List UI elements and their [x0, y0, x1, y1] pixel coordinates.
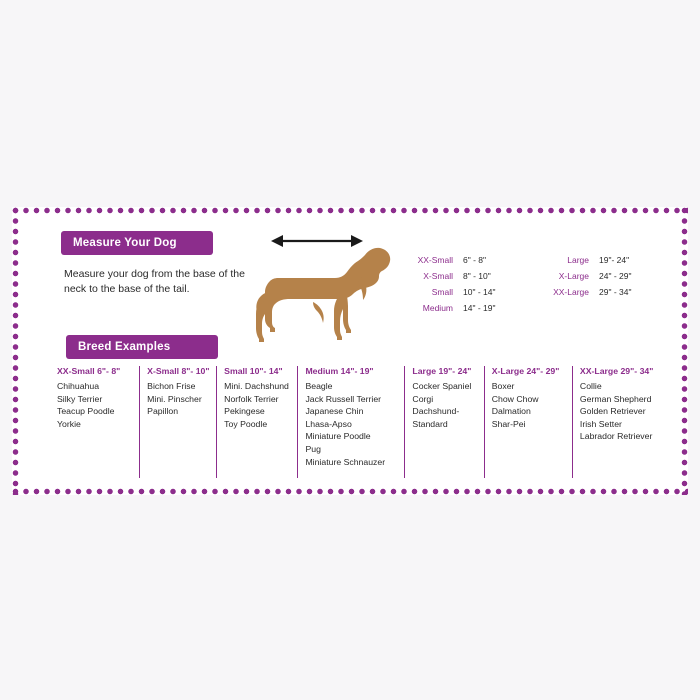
- size-row: [543, 252, 653, 268]
- breed-examples-heading: Breed Examples: [66, 335, 218, 359]
- breed-name: Pug: [305, 443, 321, 454]
- breed-name: Jack Russell Terrier: [305, 393, 382, 404]
- size-row: [407, 284, 517, 300]
- breed-name: Lhasa-Apso: [305, 418, 352, 429]
- breed-column: [297, 366, 404, 478]
- breed-name: Dalmation: [491, 406, 531, 417]
- dotted-border-top: [12, 207, 688, 214]
- breed-name: Toy Poodle: [224, 418, 268, 429]
- breed-column: [484, 366, 572, 478]
- breed-name: Standard: [412, 418, 448, 429]
- breed-column-title: X-Large 24"- 29": [491, 366, 560, 376]
- size-row: [407, 300, 517, 316]
- breed-name: Irish Setter: [579, 418, 622, 429]
- size-value: 29" - 34": [599, 287, 632, 297]
- breed-name: Corgi: [412, 393, 434, 404]
- breed-name: Chihuahua: [57, 381, 100, 391]
- size-table-left: [407, 252, 517, 316]
- breed-column-title: XX-Large 29"- 34": [579, 366, 654, 376]
- breed-name: Miniature Poodle: [305, 431, 371, 442]
- size-row: [543, 284, 653, 300]
- size-value: 14" - 19": [463, 303, 496, 313]
- size-label: Medium: [422, 303, 453, 313]
- size-value: 10" - 14": [463, 287, 496, 297]
- breed-name: Miniature Schnauzer: [305, 456, 386, 467]
- size-label: XX-Small: [417, 255, 453, 265]
- dotted-border-bottom: [12, 488, 688, 495]
- breed-name: Labrador Retriever: [579, 431, 653, 442]
- size-value: 19"- 24": [599, 255, 630, 265]
- dotted-border-left: [12, 207, 19, 495]
- breed-name: Teacup Poodle: [57, 406, 115, 417]
- breed-name: Collie: [579, 381, 602, 391]
- breed-column: [139, 366, 216, 478]
- breed-column-title: X-Small 8"- 10": [147, 366, 210, 376]
- breed-name: Norfolk Terrier: [224, 393, 279, 404]
- breed-name: Yorkie: [57, 418, 81, 429]
- breed-column-title: Medium 14"- 19": [305, 366, 374, 376]
- breed-name: Boxer: [491, 381, 515, 391]
- breed-name: Cocker Spaniel: [412, 381, 472, 391]
- breed-column: [216, 366, 297, 478]
- measure-instructions: Measure your dog from the base of the neck to the base of the tail.: [64, 268, 245, 295]
- breed-column-title: XX-Small 6"- 8": [57, 366, 121, 376]
- breed-name: Papillon: [147, 406, 179, 417]
- size-value: 24" - 29": [599, 271, 632, 281]
- breed-name: Mini. Pinscher: [147, 393, 202, 404]
- size-row: [407, 268, 517, 284]
- breed-column-title: Small 10"- 14": [224, 366, 283, 376]
- breed-column-title: Large 19"- 24": [412, 366, 472, 376]
- breed-name: Bichon Frise: [147, 381, 196, 391]
- size-label: Small: [431, 287, 453, 297]
- breed-column: [404, 366, 483, 478]
- size-row: [407, 252, 517, 268]
- breed-examples-grid: [57, 366, 671, 478]
- breed-name: Shar-Pei: [491, 418, 526, 429]
- breed-name: Beagle: [305, 381, 333, 391]
- size-label: XX-Large: [553, 287, 589, 297]
- breed-name: Japanese Chin: [305, 406, 364, 417]
- size-label: X-Small: [423, 271, 453, 281]
- dog-size-chart: [12, 207, 688, 495]
- size-table-right: [543, 252, 653, 300]
- measure-your-dog-heading: Measure Your Dog: [61, 231, 213, 255]
- size-label: X-Large: [558, 271, 589, 281]
- breed-name: German Shepherd: [579, 393, 652, 404]
- double-arrow-icon: [271, 235, 363, 247]
- chart-inner: [21, 216, 679, 486]
- breed-column: [57, 366, 139, 478]
- breed-name: Golden Retriever: [579, 406, 646, 417]
- dotted-border-right: [681, 207, 688, 495]
- breed-name: Chow Chow: [491, 393, 539, 404]
- size-row: [543, 268, 653, 284]
- size-label: Large: [567, 255, 589, 265]
- size-value: 6" - 8": [463, 255, 487, 265]
- dog-silhouette-icon: [253, 230, 393, 345]
- breed-column: [572, 366, 671, 478]
- breed-name: Dachshund-: [412, 406, 460, 417]
- breed-name: Silky Terrier: [57, 393, 103, 404]
- breed-name: Mini. Dachshund: [224, 381, 289, 391]
- size-value: 8" - 10": [463, 271, 491, 281]
- breed-name: Pekingese: [224, 406, 265, 417]
